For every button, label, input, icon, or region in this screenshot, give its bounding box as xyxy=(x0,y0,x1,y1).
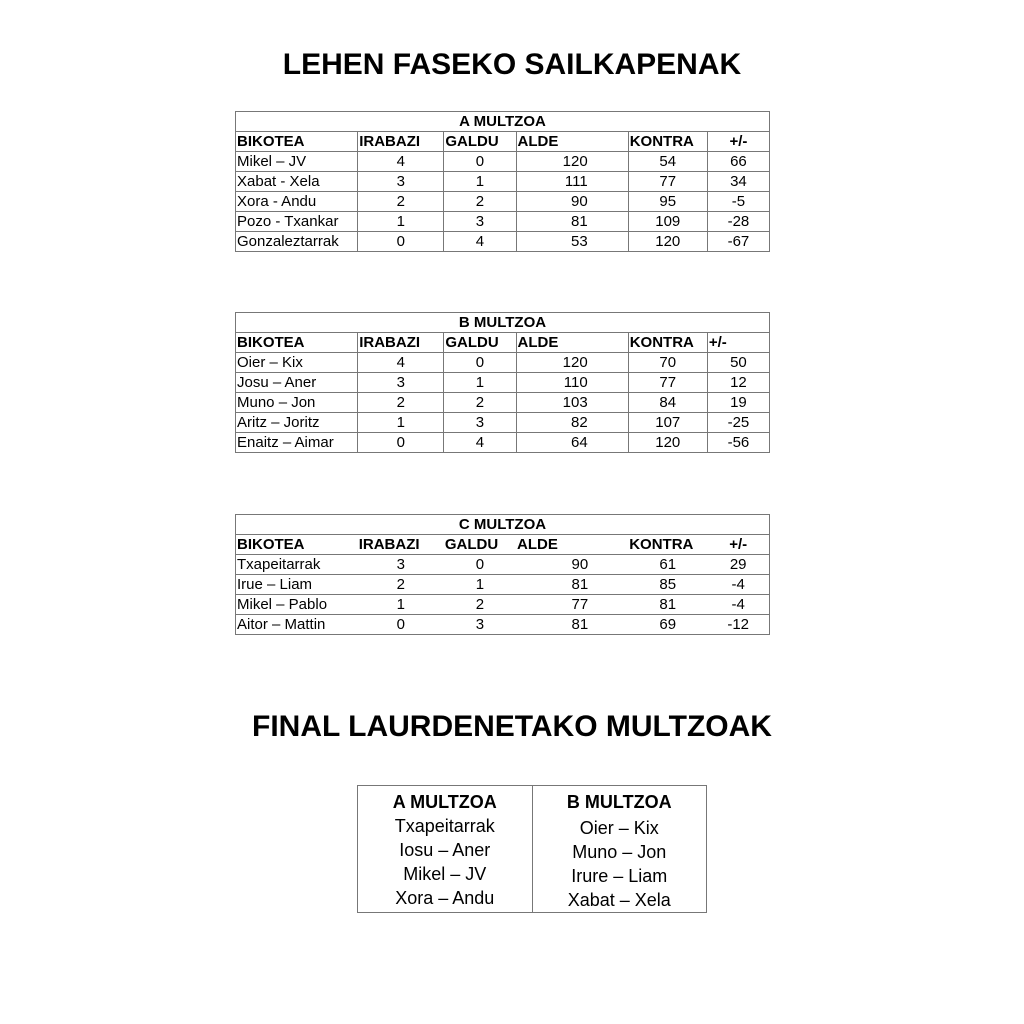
table-row xyxy=(236,413,770,433)
points-against-cell: 69 xyxy=(628,615,707,635)
column-header: KONTRA xyxy=(628,132,707,152)
wins-cell: 1 xyxy=(358,413,444,433)
column-header: KONTRA xyxy=(628,333,707,353)
table-row xyxy=(236,393,770,413)
points-against-cell: 95 xyxy=(628,192,707,212)
points-for-cell: 81 xyxy=(516,212,628,232)
points-against-cell: 54 xyxy=(628,152,707,172)
points-against-cell: 81 xyxy=(628,595,707,615)
points-against-cell: 120 xyxy=(628,433,707,453)
column-header: IRABAZI xyxy=(358,535,444,555)
wins-cell: 2 xyxy=(358,192,444,212)
table-caption: B MULTZOA xyxy=(236,313,770,333)
final-team: Irure – Liam xyxy=(571,866,668,886)
wins-cell: 3 xyxy=(358,172,444,192)
difference-cell: 19 xyxy=(707,393,769,413)
table-row xyxy=(236,373,770,393)
column-header: GALDU xyxy=(444,333,516,353)
table-row xyxy=(236,353,770,373)
team-name: Aritz – Joritz xyxy=(236,413,358,433)
losses-cell: 0 xyxy=(444,555,516,575)
page-title: LEHEN FASEKO SAILKAPENAK xyxy=(282,48,742,81)
points-for-cell: 90 xyxy=(516,192,628,212)
difference-cell: -5 xyxy=(707,192,769,212)
wins-cell: 2 xyxy=(358,393,444,413)
column-header: GALDU xyxy=(444,132,516,152)
losses-cell: 0 xyxy=(444,152,516,172)
column-header: BIKOTEA xyxy=(236,333,358,353)
final-team: Iosu – Aner xyxy=(399,840,491,860)
final-team: Mikel – JV xyxy=(403,864,487,884)
difference-cell: 12 xyxy=(707,373,769,393)
team-name: Xabat - Xela xyxy=(236,172,358,192)
losses-cell: 1 xyxy=(444,373,516,393)
losses-cell: 3 xyxy=(444,615,516,635)
points-against-cell: 120 xyxy=(628,232,707,252)
column-header: +/- xyxy=(707,132,769,152)
table-row xyxy=(236,555,770,575)
points-against-cell: 70 xyxy=(628,353,707,373)
losses-cell: 3 xyxy=(444,413,516,433)
wins-cell: 0 xyxy=(358,433,444,453)
wins-cell: 4 xyxy=(358,353,444,373)
table-row xyxy=(236,172,770,192)
final-team: Xora – Andu xyxy=(395,888,495,908)
losses-cell: 1 xyxy=(444,575,516,595)
difference-cell: -4 xyxy=(707,595,769,615)
team-name: Muno – Jon xyxy=(236,393,358,413)
column-header: BIKOTEA xyxy=(236,132,358,152)
points-for-cell: 81 xyxy=(516,575,628,595)
difference-cell: -25 xyxy=(707,413,769,433)
column-header: BIKOTEA xyxy=(236,535,358,555)
final-group-caption: A MULTZOA xyxy=(392,792,497,812)
wins-cell: 0 xyxy=(358,615,444,635)
team-name: Txapeitarrak xyxy=(236,555,358,575)
team-name: Aitor – Mattin xyxy=(236,615,358,635)
column-header: +/- xyxy=(707,333,769,353)
difference-cell: 34 xyxy=(707,172,769,192)
final-team: Oier – Kix xyxy=(579,818,659,838)
column-header: IRABAZI xyxy=(358,132,444,152)
table-row xyxy=(236,575,770,595)
column-header: GALDU xyxy=(444,535,516,555)
points-for-cell: 90 xyxy=(516,555,628,575)
group-b-table xyxy=(235,312,770,453)
quarterfinal-groups-table xyxy=(357,785,707,913)
column-header: +/- xyxy=(707,535,769,555)
final-team: Xabat – Xela xyxy=(567,890,671,910)
points-for-cell: 120 xyxy=(516,152,628,172)
final-group-a xyxy=(358,786,533,913)
losses-cell: 0 xyxy=(444,353,516,373)
column-header: IRABAZI xyxy=(358,333,444,353)
column-header: ALDE xyxy=(516,132,628,152)
losses-cell: 4 xyxy=(444,433,516,453)
wins-cell: 0 xyxy=(358,232,444,252)
points-against-cell: 77 xyxy=(628,373,707,393)
column-header: ALDE xyxy=(516,535,628,555)
points-for-cell: 110 xyxy=(516,373,628,393)
wins-cell: 3 xyxy=(358,555,444,575)
table-row xyxy=(236,595,770,615)
final-team: Muno – Jon xyxy=(572,842,667,862)
points-against-cell: 77 xyxy=(628,172,707,192)
difference-cell: 66 xyxy=(707,152,769,172)
points-for-cell: 77 xyxy=(516,595,628,615)
table-row xyxy=(236,212,770,232)
losses-cell: 2 xyxy=(444,192,516,212)
table-row xyxy=(236,433,770,453)
wins-cell: 1 xyxy=(358,212,444,232)
column-header: KONTRA xyxy=(628,535,707,555)
section-title: FINAL LAURDENETAKO MULTZOAK xyxy=(252,710,772,743)
table-caption: A MULTZOA xyxy=(236,112,770,132)
wins-cell: 2 xyxy=(358,575,444,595)
points-against-cell: 61 xyxy=(628,555,707,575)
points-against-cell: 85 xyxy=(628,575,707,595)
difference-cell: -12 xyxy=(707,615,769,635)
team-name: Oier – Kix xyxy=(236,353,358,373)
team-name: Xora - Andu xyxy=(236,192,358,212)
team-name: Mikel – Pablo xyxy=(236,595,358,615)
final-group-caption: B MULTZOA xyxy=(566,792,672,812)
points-for-cell: 103 xyxy=(516,393,628,413)
points-for-cell: 53 xyxy=(516,232,628,252)
table-caption: C MULTZOA xyxy=(236,515,770,535)
difference-cell: -28 xyxy=(707,212,769,232)
points-for-cell: 82 xyxy=(516,413,628,433)
table-row xyxy=(236,615,770,635)
points-for-cell: 64 xyxy=(516,433,628,453)
points-for-cell: 120 xyxy=(516,353,628,373)
losses-cell: 1 xyxy=(444,172,516,192)
points-against-cell: 107 xyxy=(628,413,707,433)
difference-cell: 29 xyxy=(707,555,769,575)
difference-cell: -67 xyxy=(707,232,769,252)
table-row xyxy=(236,152,770,172)
wins-cell: 4 xyxy=(358,152,444,172)
column-header: ALDE xyxy=(516,333,628,353)
final-team: Txapeitarrak xyxy=(394,816,495,836)
difference-cell: -56 xyxy=(707,433,769,453)
points-for-cell: 111 xyxy=(516,172,628,192)
team-name: Enaitz – Aimar xyxy=(236,433,358,453)
team-name: Gonzaleztarrak xyxy=(236,232,358,252)
difference-cell: 50 xyxy=(707,353,769,373)
final-group-b xyxy=(532,786,707,913)
wins-cell: 1 xyxy=(358,595,444,615)
table-row xyxy=(236,232,770,252)
group-a-table xyxy=(235,111,770,252)
group-c-table xyxy=(235,514,770,635)
points-against-cell: 109 xyxy=(628,212,707,232)
team-name: Irue – Liam xyxy=(236,575,358,595)
points-against-cell: 84 xyxy=(628,393,707,413)
team-name: Mikel – JV xyxy=(236,152,358,172)
losses-cell: 2 xyxy=(444,595,516,615)
team-name: Josu – Aner xyxy=(236,373,358,393)
losses-cell: 4 xyxy=(444,232,516,252)
difference-cell: -4 xyxy=(707,575,769,595)
losses-cell: 3 xyxy=(444,212,516,232)
wins-cell: 3 xyxy=(358,373,444,393)
losses-cell: 2 xyxy=(444,393,516,413)
points-for-cell: 81 xyxy=(516,615,628,635)
team-name: Pozo - Txankar xyxy=(236,212,358,232)
table-row xyxy=(236,192,770,212)
